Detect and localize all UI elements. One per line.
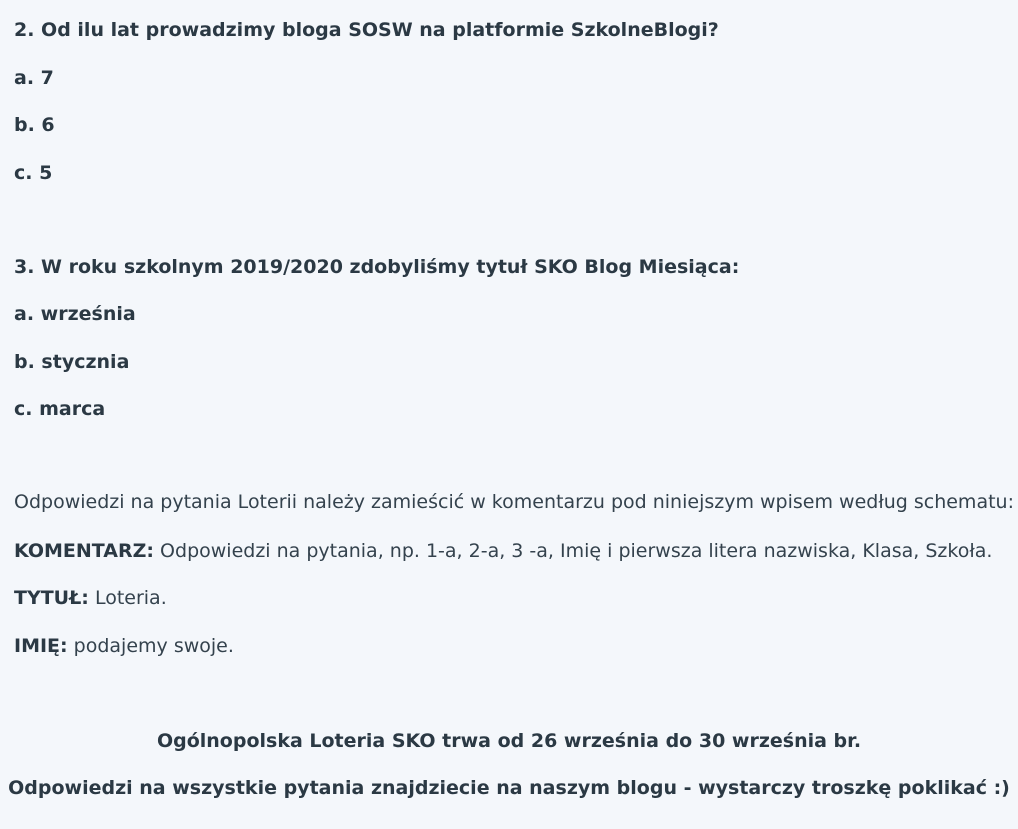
question-3-title: 3. W roku szkolnym 2019/2020 zdobyliśmy tytuł SKO Blog Miesiąca: bbox=[14, 256, 740, 278]
question-3-option-a: a. września bbox=[14, 303, 136, 325]
title-value: Loteria. bbox=[88, 587, 167, 609]
comment-value: Odpowiedzi na pytania, np. 1-a, 2-a, 3 -a, Imię i pierwsza litera nazwiska, Klasa, Szkoła. bbox=[154, 540, 993, 562]
lottery-dates-note: Ogólnopolska Loteria SKO trwa od 26 września do 30 września br. bbox=[156, 730, 862, 752]
comment-format-row bbox=[14, 539, 992, 563]
answer-instructions: Odpowiedzi na pytania Loterii należy zamieścić w komentarzu pod niniejszym wpisem według schematu: bbox=[14, 491, 1014, 513]
blog-answers-note: Odpowiedzi na wszystkie pytania znajdziecie na naszym blogu - wystarczy troszkę poklikać :) bbox=[8, 777, 1010, 799]
question-3-option-c: c. marca bbox=[14, 398, 106, 420]
question-3-option-b: b. stycznia bbox=[14, 351, 130, 373]
question-2-option-b: b. 6 bbox=[14, 114, 55, 136]
question-2-option-a: a. 7 bbox=[14, 67, 54, 89]
comment-label: KOMENTARZ: bbox=[14, 540, 155, 562]
title-label: TYTUŁ: bbox=[14, 587, 89, 609]
name-format-row bbox=[14, 634, 234, 658]
question-2-title: 2. Od ilu lat prowadzimy bloga SOSW na platformie SzkolneBlogi? bbox=[14, 19, 719, 41]
name-value: podajemy swoje. bbox=[67, 635, 234, 657]
name-label: IMIĘ: bbox=[14, 635, 68, 657]
title-format-row bbox=[14, 586, 167, 610]
question-2-option-c: c. 5 bbox=[14, 162, 53, 184]
